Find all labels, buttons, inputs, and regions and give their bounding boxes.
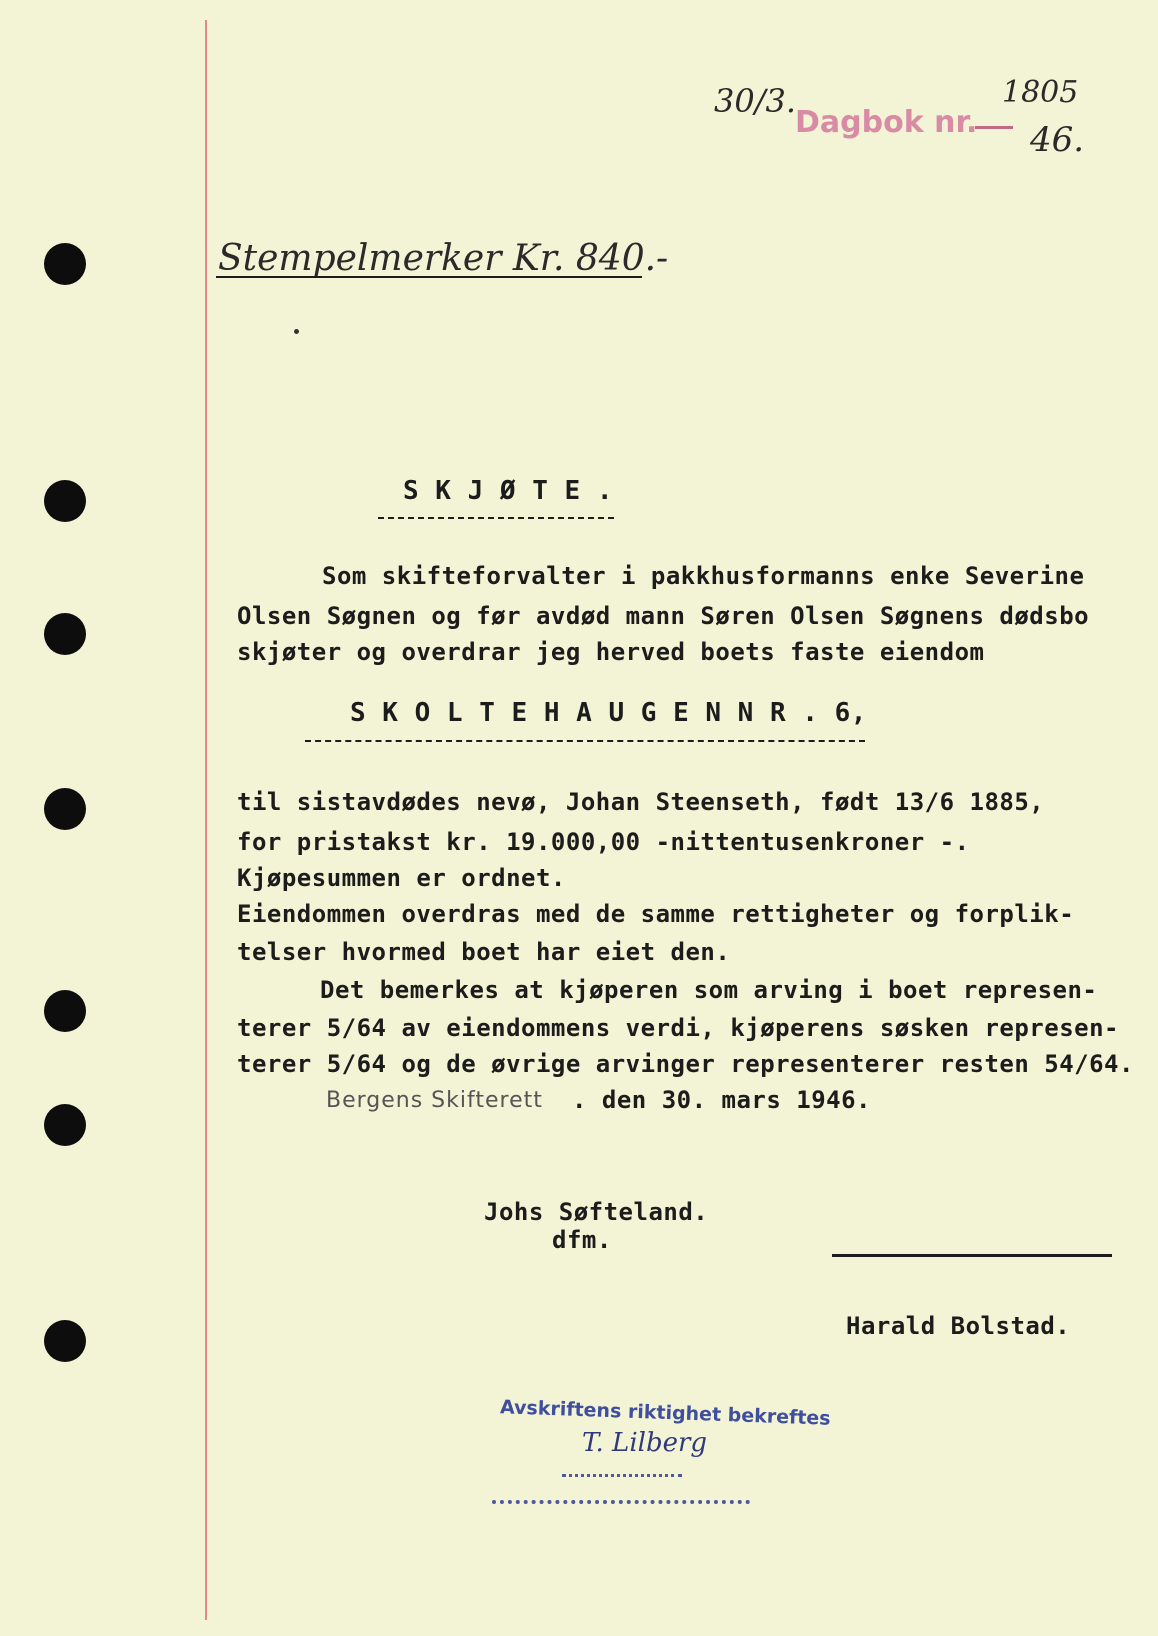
body-line: Kjøpesummen er ordnet. [237, 864, 566, 892]
property-underline [305, 740, 865, 742]
title-underline [378, 517, 614, 519]
body-line: Som skifteforvalter i pakkhusformanns enke Severine [322, 562, 1085, 590]
margin-line [205, 20, 207, 1620]
certification-stamp: Avskriftens riktighet bekreftes [499, 1396, 831, 1430]
body-line: for pristakst kr. 19.000,00 -nittentusenkroner -. [237, 828, 970, 856]
body-line: Olsen Søgnen og før avdød mann Søren Olsen Søgnens dødsbo [237, 602, 1090, 630]
handwritten-year: 46. [1030, 120, 1085, 160]
punch-hole [44, 1104, 86, 1146]
punch-hole [44, 243, 86, 285]
court-name-stamp: Bergens Skifterett [326, 1088, 543, 1113]
document-title: S K J Ø T E . [403, 476, 613, 506]
body-line: Eiendommen overdras med de samme rettigheter og forplik- [237, 900, 1075, 928]
stamp-duty-underline [216, 276, 642, 278]
body-line: skjøter og overdrar jeg herved boets faste eiendom [237, 638, 985, 666]
punch-hole [44, 1320, 86, 1362]
ink-dot [294, 329, 299, 334]
stamp-duty-note: Stempelmerker Kr. 840.- [218, 238, 669, 279]
certification-signature: T. Lilberg [582, 1428, 708, 1458]
body-line: Det bemerkes at kjøperen som arving i boet represen- [320, 976, 1098, 1004]
signature-name: Johs Søfteland. [484, 1198, 709, 1226]
punch-hole [44, 613, 86, 655]
diary-number-stamp: Dagbok nr. [795, 105, 978, 140]
handwritten-date: 30/3. [714, 82, 797, 120]
signature-line [832, 1254, 1112, 1257]
punch-hole [44, 788, 86, 830]
signature-title: dfm. [552, 1226, 612, 1254]
body-line: telser hvormed boet har eiet den. [237, 938, 731, 966]
body-line: terer 5/64 av eiendommens verdi, kjøperens søsken represen- [237, 1014, 1120, 1042]
punch-hole [44, 990, 86, 1032]
stamp-smudge [562, 1474, 682, 1477]
punch-hole [44, 480, 86, 522]
handwritten-number: 1805 [1002, 75, 1079, 110]
stamp-smudge [492, 1500, 750, 1504]
property-name: S K O L T E H A U G E N N R . 6, [350, 698, 867, 728]
body-line: terer 5/64 og de øvrige arvinger representerer resten 54/64. [237, 1050, 1134, 1078]
body-line: til sistavdødes nevø, Johan Steenseth, født 13/6 1885, [237, 788, 1045, 816]
stamp-underline [975, 126, 1013, 129]
signature-name: Harald Bolstad. [846, 1312, 1071, 1340]
date-line: . den 30. mars 1946. [572, 1086, 871, 1114]
